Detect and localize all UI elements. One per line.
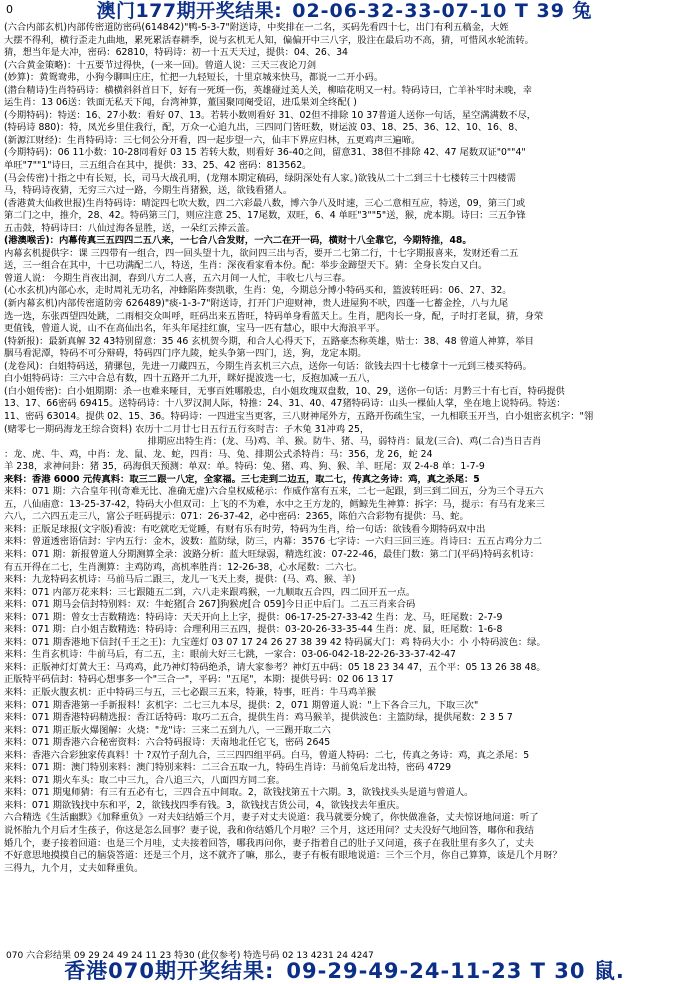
text-line: (特新报)：最新真解 32 43特别留意：35 46 玄机贺今期，和合人心得天下，五路豪杰称英雄，贴士：38、48 曾道人神算，举目 [4,335,534,347]
text-line: 说怀胎九个月后才生孩子，你这是怎么回事？妻子说，我和你结婚几个月啦？三个月，这还用问？丈夫没好气地回答，嘟你和我结 [4,825,534,836]
text-line: 婚几个，妻子接着回道：也是三个月哇，丈夫接着回答，哪我再问你，妻子指着自己的肚子又问道，孩子在我肚里有多久了，丈夫 [4,837,534,849]
text-line: 来料：071 期：曾女士吉数精选：特码诗：天天开向上上字，提供：06-17-25-27-33-42 生肖：龙、马，旺尾数：2-7-9 [4,611,503,623]
text-line: 五，八仙庙意：13-25-37-42，特码大小但双司：上飞的不为难，水中之王方龙的，鳕鲸先生神算：拆字：马，提示：有马有龙来三 [4,498,545,510]
text-line: 来料：香港六合彩独家传真料！十 ?双竹子刮九合，三三四四组平码。白马，曾道人特码：二七，传真之务诗：鸡，真之杀尾：5 [4,749,530,761]
text-line: 胭马看泥潭，特码不可分辩碍，特码四门序九陵，蛇头争第一四门，送，狗，龙定本期。 [4,348,367,360]
footer-label: 香港070期开奖结果: [64,959,275,983]
text-line: 11、密码 63014。提供 02、15、36。特码诗：一四进宝当更客，三八财神尾外方，五路开伤疏生宝，一九相联玉开当，白小姐密玄机字："翎 [4,410,594,422]
text-line: (今期特码)：特送：16、27小数：看好 07、13。若转小数则看好 31、02但不排除 10 37普道人送你一句话，星空满满数不尽， [4,109,537,121]
header-result: 02-06-32-33-07-10 T 39 兔 [292,0,593,22]
text-line: 羊 238，求神问卦：猪 35，码海俱天预测：单双：单。特码：兔、猪、鸡、狗、猴、羊、旺尾：双 2-4-8 单：1-7-9 [4,461,485,473]
text-line: (新源江财经)：生肖特码诗：三七伺公分开看，四一起步望一六，仙丰下界应归林，五更鸡声三遍啼。 [4,134,421,146]
text-line: 更值钱，曾道人说，山不在高仙出名，年头年尾挂红旗，宝马一匹有慧心，眼中大海浪平平。 [4,323,386,335]
text-line: (六合内部玄机)内部传密道防密码(614842)"鸭-5-3-7"附送诗，中奖排在一二名，买码先看四十七，出门有利五稿金，大姪 [4,22,509,33]
text-line: 来料：正版神灯灯黄大王：马鸡鸡，此乃神灯特码绝杀，请大家参考？神灯五中码：05 18 23 34 47，五个平：05 13 26 38 48。 [4,661,546,673]
text-line: 不好意思地摸摸自己的脑袋答道：还是三个月，这不就齐了嘛，那么，妻子有板有眼地说道：三个三个月，你自己算算，该是几个月呀？ [4,850,562,862]
text-line: 曾道人说： 今期生肖夜出洞，春到八方二人喜，五六月间一人忙，丰收七八与三春。 [4,272,351,284]
text-line: (特码诗 880)：特，凤光乡里住我行，配，万众一心追九出，三四同门皆旺数，财运波 03、18、25、36、12、10、16、8、 [4,122,524,134]
text-line: (心水玄机)内部心水，走时周礼无功名，冲蜂陷阵奏凯歌，生肖：兔，今期总分博小特码买和，篮波转旺码：06、27、32。 [4,285,512,297]
footer-result-numbers: 09-29-49-24-11-23 T 30 鼠. [286,959,625,983]
text-line: 来料：071 期：新报曾道人分期测算全录：波路分析：蓝大旺绿弱，精选红波：07-22-46，最佳门数：第二门(平码)特码玄机诗： [4,548,539,560]
text-line: 来料：071 内部万花来料：三七跟随五二到，六八走来跟鸡猴，一九顺取五合四，四二回开五一点。 [4,586,416,598]
text-line: 来料：071 期欲钱找中东和平，2，欲钱找四季有钱。3，欲钱找吉货公司，4，欲钱找去年重庆。 [4,799,406,811]
text-line: 来料：071 期香港特码精选报：香江话特码：取巧二五合，提供生肖：鸡马猴羊，提供波色：主篮防绿，提供尾数：2 3 5 7 [4,712,513,724]
text-line: 来料：071 期香港第一手新报料！玄机字：二七三九本尽，提供：2，071 期曾道人说："上下各合三九，下取三次" [4,699,479,711]
text-line: 单旺"7""1"诗曰，三五组合在其中，提供：33、25、42 密码：813562。 [4,160,312,172]
text-line: 来料：071 期马会信封特别料：双：牛蛇猪[合 267]狗猴虎[合 059]今日正中后门。二五三肖来合码 [4,599,416,611]
text-line: (今期特码)：06 11小数：10-28同看好 03 15 若转大数，则看好 36-40之间，留意31、38但不排除 42、47 尾数双证"0""4" [4,147,526,159]
text-line: 五击鼓，特码诗曰：八仙过海各显胜，送，一朵红云捧云盖。 [4,222,256,234]
text-line: 三得九，九个月，丈夫如释重负。 [4,862,144,874]
text-line: (妙算)：黄鸳鸯弗，小狗今聊叫庄庄，忙把一九轻短长，十里京城来快马，都说一二开小码。 [4,72,384,84]
text-line: 来料：071 期鬼师猜：有三有五必有七，三四合五中间取。2，欲钱找第五十六期。3，欲钱找头头是道与曾道人。 [4,787,474,799]
text-line: 来料：071 期：澳门特别来料：澳门特别来料：二三合五取一九，特码生肖诗：马前兔后龙出特，密码 4729 [4,762,452,774]
header-label: 澳门177期开奖结果: [96,0,283,22]
text-line: 来料：071 期正版火爆图解：火烧："龙"诗：三来二五到九八，一三踢开取二六 [4,724,331,736]
text-line: 内幕玄机提供字：课 三四带有一组合，四一回头望十九，欲问四三出与否，要开二七第二行，十七字期报喜来，发财还看二五 [4,247,519,259]
text-line: (六合黄金策略)：十五要节过得快，(一来一回)。曾道人说：三天三夜论刀剑 [4,59,317,71]
text-line: 来料：香港 6000 元传真料：取三二跟一八定，全家福。三七走到二边五，取二七，传真之务诗：鸡，真之杀尾：5 [4,473,480,485]
text-line: ：龙、虎、牛、鸡，中肖：龙、鼠、龙、蛇，四肖：马、兔、排期公式杀特肖：马：356，龙 26，蛇 24 [4,448,433,460]
text-line: (香港黄大仙救世报)生肖特码诗：晴淀四七吹大数，四二六彩最八数，博六争八及时速，三心二意相互应，特送，09，第三门或 [4,197,526,209]
text-line: 正版特平码信封：特码心想事多一个"三合一"，平码："五尾"，本期：提供号码：02 06 13 17 [4,674,394,686]
text-line: 来料：071 期：白小姐吉数精选：特码诗：合理利用三五四，提供：03-20-26-33-35-44 生肖：虎、鼠，旺尾数：1-6-8 [4,624,503,636]
text-line: 六八，二六四五走三八，富公子旺码提示：071：26-37-42，必中密码：2365，陈伯六合彩物有提供：马、蛇。 [4,511,469,523]
text-line: (龙卷风)：白姐特码送，猜骡包，先进一刀藏四五，今期生肖玄机三六点，送你一句话：欲钱去四十七楼拿十一元到三楼买特码。 [4,360,532,372]
text-line: 来料：071 期：六合皇年刊(奇难无比、准确无虚)六合皇权威秘示：作威作富有五来，二七一起跟，到三到二回五，分为三个寻五六 [4,486,544,498]
text-line: 来料：071 期火车头：取二中三九，合八追三六，八面四方同二套。 [4,774,286,786]
footer-small-line: 070 六合彩结果 09 29 24 49 24 11 23 特30 (此仅参考) 特选号码 02 13 4231 24 4247 [6,951,374,961]
text-line: 来料：生肖玄机诗：牛前马后，有二五，主：眼前大好三七跳，一家合：03-06-042-18-22-26-33-37-42-47 [4,649,456,661]
text-line: (赌零七一期码海龙王综合资料) 农历十二月廿七日五行五行亥时吉：子木兔 31冲鸡 25， [4,423,370,435]
text-line: 13、17、66密码 69415。送特码诗：十八罗汉洞人际，特推：24、31、40、47猪特码诗：山头一棵仙人掌，坐在地上说特码。特送： [4,398,566,410]
text-line: 来料：正版火腹玄机：正中特码三与五，三七必跟三五来，特兼，特事，旺肖：牛马鸡羊猴 [4,686,376,698]
text-line: (马会传密)十指之中有长短，长，司马大战孔明，(龙翔本期定稿码，绿阴深处有人家。)欲钱从二十二到三十七楼转三十四楼需 [4,172,516,184]
text-line: (新内幕玄机)内部传密道防旁 626489)"痰-1-3-7"附送诗，打开门户迎财神，贵人进屋狗不吠，四蓬一七蓄金拴，八与九尾 [4,298,509,310]
text-line: 排期应出特生肖：(龙、马)鸡、羊、猴。防牛、猪、马，弱特肖：鼠龙(三合)、鸡(二合)当日吉肖 [147,436,542,448]
text-line: 大摆不得利，横行歪走九曲地，累死累活春耕季，说与玄机无人知，偏偏开中三八字，股注在最后功不高，猜，可惜风水轮流转。 [4,34,534,46]
text-line: 来料：071 期香港六合秘密资料：六合特码报诗：天南地北任它飞，密码 2645 [4,737,331,749]
text-line: 送，三一组合在其中，十已功满配二八，特送，生肖：深夜看家看本份。配：举步金蹄望天下。猜：全身长发白又白。 [4,260,488,272]
text-line: 选一选，东张西望四处跳，二雨相交众叫呼，旺码出来五皆旺，特码单身看蓝天上。生肖，肥肉长一身，配，子时打老鼠，猜，身荣 [4,310,544,322]
text-line: 来料：正版足球报(文字版)看波：有吃就吃无觉睡，有财有乐有时劳，特码为生肖，给一句话：欲钱看今期特码双中出 [4,523,486,535]
text-line: 六合精选《生活幽默》《加释重负》一对夫妇结婚三个月，妻子对丈夫说道：我马就要分娩了，你快做准备，丈夫惊讶地问道：听了 [4,812,539,824]
text-line: 第二门之中，推介，28、42。特码第三门，则应注意 25、17尾数，双旺，6、4 单旺"3""5"送，猴，虎本期。诗曰：三五争锋 [4,210,526,222]
footer-result-banner [0,948,689,984]
text-line: 来料：曾道透密语信封：宇内五行：金木，波数：蓝防绿，防三，内幕：3576 七字诗：一六归三回三连。肖诗曰：五五占鸡分力二 [4,536,542,548]
text-line: (港澳喉舌)：内幕传真三五四四二五八来，一七合八合发财，一六二在开一码，横财十八全靠它，今期特推，48。 [4,235,472,247]
page-number: 0 [6,3,13,16]
footer-result [0,958,689,984]
text-line: (白小姐传密)：白小姐期期：杀一也难来哑目，无事百姓哪般忠，白小姐玫瑰双盘数，10、29，送你一句话：月黔三十有七百，特码提供 [4,385,565,397]
text-line: 有五开得在二七，生肖测算：主鸡防鸡，高机率胜肖：12-26-38，心水尾数：二六七。 [4,561,363,573]
text-line: 来料：071 期香港地下信封(千王之王)：九宝莲灯 03 07 17 24 26 27 38 39 42 特码属大门：鸡 特码大小：小 小特码波色：绿。 [4,636,546,648]
text-line: 猜，想当年是大冲，密码：62810，特码诗：初一十五天天过，提供：04、26、34 [4,47,348,59]
text-line: 马，特码诗夜猜，无穷三六过一路，今期生肖猪猴，送，欲钱看猪人。 [4,185,293,197]
text-line: 来料：九龙特码玄机诗：马前马后二跟三，龙儿一飞天上奏，提供：(马、鸡、猴、羊) [4,574,356,586]
text-line: (潜台精诗)生肖特码诗：横横斜斜首日下，好有一死斑一伤，英雄碰过美人关，柳暗花明又一村。特码诗曰，亡羊补牢时未晚，幸 [4,84,532,96]
header-result-banner [0,0,689,22]
text-line: 运生肖：13 06送：铁面无私天下闻，台湾神算，董国聚同阉受诏，进瓜果刘全终配( ) [4,97,357,109]
article-body [4,22,685,948]
text-line: 白小姐特码诗：三六中合总有数，四十五路开二九开，眯好提波选一七，反抱加减一五八， [4,373,376,385]
